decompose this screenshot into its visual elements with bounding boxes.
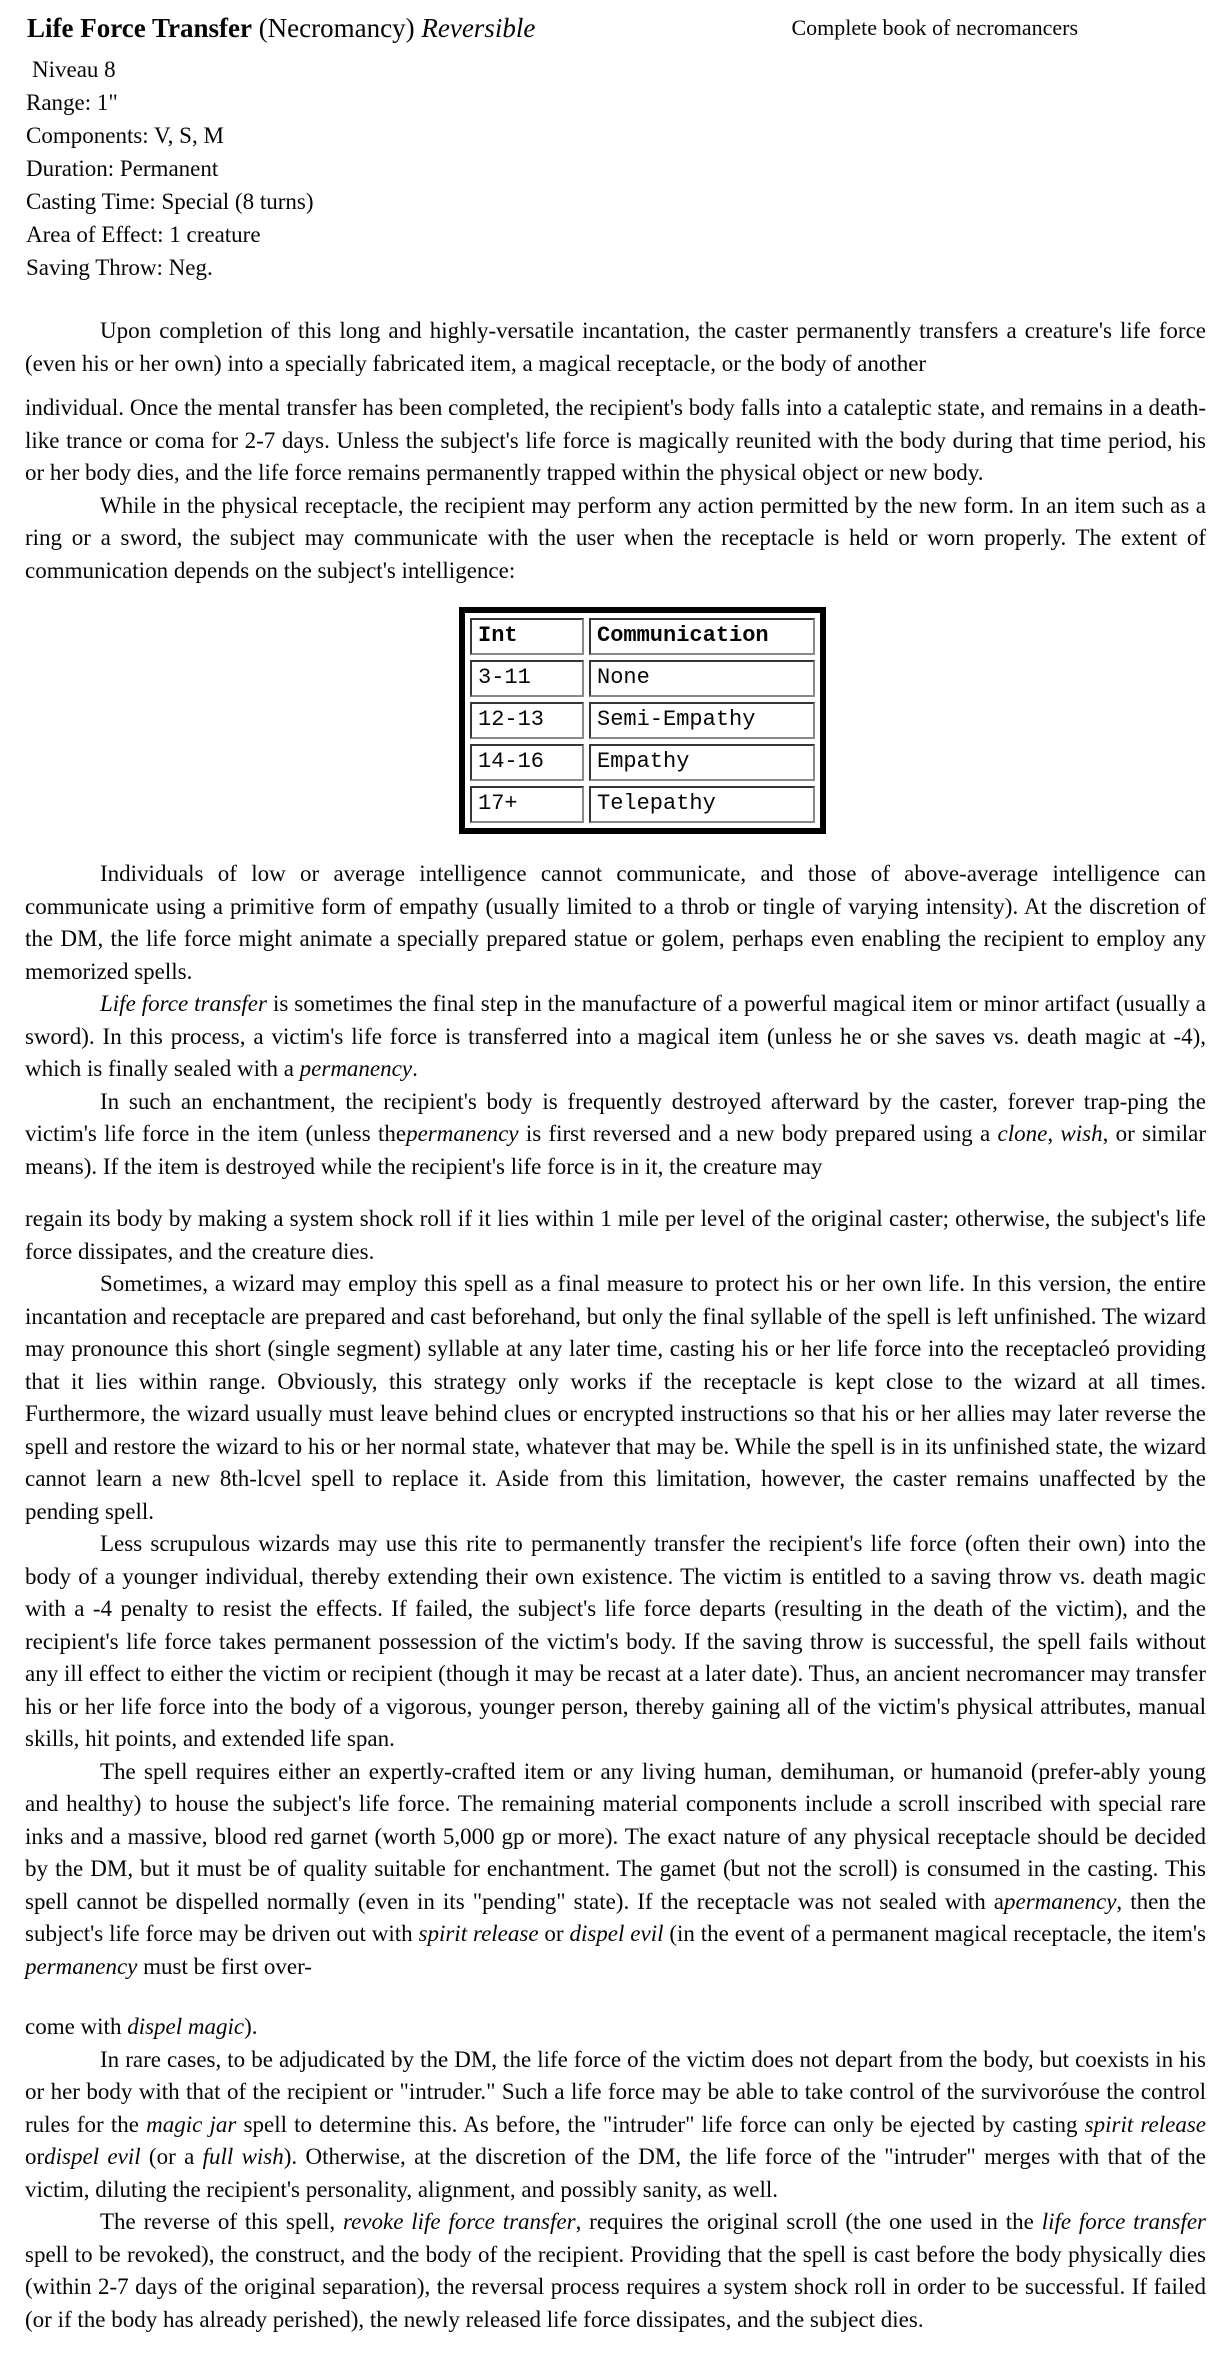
text-segment: permanency <box>406 1121 519 1146</box>
text-segment: or <box>25 2144 45 2169</box>
text-segment: , <box>1047 1121 1061 1146</box>
stat-line: Duration: Permanent <box>26 156 219 181</box>
paragraph <box>25 490 1206 588</box>
text-segment: While in the physical receptacle, the recipient may perform any action permitted by the new form. In an item such as a ring or a sword, the subject may communicate with the user when the receptacle is held or worn properly. The extent of communication depends on the subject's intelligence: <box>25 492 1206 583</box>
text-segment: Individuals of low or average intelligence cannot communicate, and those of above-average intelligence can communicate using a primitive form of empathy (usually limited to a throb or tingle of varying intensity). At the discretion of the DM, the life force might animate a specially prepared statue or golem, perhaps even enabling the recipient to employ any memorized spells. <box>25 861 1206 984</box>
text-segment: permanency <box>299 1056 413 1081</box>
table-row <box>470 660 815 697</box>
text-segment: spell to be revoked), the construct, and the body of the recipient. Providing that the spell is cast before the body physically dies (within 2-7 days of the original separation), the reversal process requires a system shock roll in order to be successful. If failed (or if the body has already perished), the newly released life force dissipates, and the subject dies. <box>25 2241 1206 2332</box>
table-header-cell: Int <box>470 618 584 655</box>
text-segment: The spell requires either an expertly-crafted item or any living human, demihuman, or humanoid (prefer-ably young and healthy) to house the subject's life force. The remaining material components include a scroll inscribed with special rare inks and a massive, blood red garnet (worth 5,000 gp or more). The exact nature of any physical receptacle should be decided by the DM, but it must be of quality suitable for enchantment. The gamet (but not the scroll) is consumed in the casting. This spell cannot be dispelled normally (even in its "pending" state). If the receptacle was not sealed with a <box>25 1758 1206 1914</box>
text-segment: dispel evil <box>44 2144 141 2169</box>
text-segment: is sometimes the final step in the manufacture of a powerful magical item or minor artifact (usually a sword). In this process, a victim's life force is transferred into a magical item (unless he or she saves vs. death magic at -4), which is finally sealed with a <box>25 991 1207 1081</box>
table-cell: Empathy <box>589 744 815 781</box>
spell-title <box>25 12 535 44</box>
table-cell: 3-11 <box>470 660 584 697</box>
table-row <box>470 786 815 823</box>
text-segment: come with <box>25 2014 128 2039</box>
table-cell: 17+ <box>470 786 584 823</box>
paragraph <box>25 1086 1206 1184</box>
text-segment: is first reversed and a new body prepared using a <box>518 1121 998 1146</box>
text-segment: life force transfer <box>1041 2209 1207 2234</box>
text-segment: dispel magic <box>127 2014 245 2039</box>
stat-line: Saving Throw: Neg. <box>26 255 213 280</box>
table-cell: 12-13 <box>470 702 584 739</box>
text-segment: regain its body by making a system shock roll if it lies within 1 mile per level of the original caster; otherwise, the subject's life force dissipates, and the creature dies. <box>25 1206 1206 1264</box>
spell-stats <box>25 53 1206 284</box>
table-header-row <box>470 618 815 655</box>
text-segment: (Necromancy) <box>251 13 422 43</box>
table-cell: 14-16 <box>470 744 584 781</box>
text-segment: magic jar <box>146 2111 237 2137</box>
paragraph <box>25 988 1206 1086</box>
table-cell: Semi-Empathy <box>589 702 815 739</box>
paragraph <box>25 1756 1206 1984</box>
spell-body <box>25 315 1206 2336</box>
text-segment: Reversible <box>421 13 536 43</box>
text-segment: Life Force Transfer <box>27 13 252 43</box>
stat-line: Casting Time: Special (8 turns) <box>26 189 314 214</box>
text-segment: spirit release <box>1084 2111 1206 2137</box>
text-segment: (or a <box>140 2144 203 2169</box>
source-title: Complete book of necromancers <box>791 15 1078 40</box>
paragraph <box>25 2206 1206 2336</box>
text-segment: Upon completion of this long and highly-versatile incantation, the caster permanently transfers a creature's life force (even his or her own) into a specially fabricated item, a magical receptacle, or the body of another <box>25 318 1206 376</box>
paragraph <box>25 2044 1206 2207</box>
table-cell: Telepathy <box>589 786 815 823</box>
text-segment: , requires the original scroll (the one used in the <box>575 2209 1042 2234</box>
text-segment: Sometimes, a wizard may employ this spell as a final measure to protect his or her own life. In this version, the entire incantation and receptacle are prepared and cast beforehand, but only the final syllable of the spell is left unfinished. The wizard may pronounce this short (single segment) syllable at any later time, casting his or her life force into the receptacleó providing that it lies within range. Obviously, this strategy only works if the receptacle is kept close to the wizard at all times. Furthermore, the wizard usually must leave behind clues or encrypted instructions so that his or her allies may later reverse the spell and restore the wizard to his or her normal state, whatever that may be. While the spell is in its unfinished state, the wizard cannot learn a new 8th-lcvel spell to replace it. Aside from this limitation, however, the caster remains unaffected by the pending spell. <box>25 1271 1206 1524</box>
text-segment: revoke life force transfer <box>342 2209 576 2234</box>
paragraph <box>25 315 1206 380</box>
text-segment: Life force transfer <box>100 991 267 1016</box>
text-segment: spell to determine this. As before, the "intruder" life force can only be ejected by casting <box>236 2111 1085 2137</box>
stat-line: Components: V, S, M <box>26 123 224 148</box>
stat-line: Niveau 8 <box>32 57 116 82</box>
paragraph <box>25 858 1206 988</box>
text-segment: or <box>538 1921 570 1946</box>
table-row <box>470 702 815 739</box>
paragraph <box>25 1268 1206 1528</box>
text-segment: individual. Once the mental transfer has been completed, the recipient's body falls into a cataleptic state, and remains in a death-like trance or coma for 2-7 days. Unless the subject's life force is magically reunited with the body during that time period, his or her body dies, and the life force remains permanently trapped within the physical object or new body. <box>25 395 1206 485</box>
text-segment: dispel evil <box>569 1921 664 1946</box>
text-segment: clone <box>997 1121 1048 1146</box>
text-segment: , then the subject's life force may be driven out with <box>25 1888 1206 1946</box>
text-segment: ). Otherwise, at the discretion of the DM, the life force of the "intruder" merges with that of the victim, diluting the recipient's personality, alignment, and possibly sanity, as well. <box>25 2144 1206 2202</box>
text-segment: ). <box>244 2014 258 2039</box>
text-segment: permanency <box>1004 1888 1117 1914</box>
text-segment: The reverse of this spell, <box>100 2209 343 2234</box>
body-before-table <box>25 315 1206 587</box>
table-cell: None <box>589 660 815 697</box>
paragraph <box>25 392 1206 490</box>
text-segment: permanency <box>25 1953 138 1979</box>
text-segment: In rare cases, to be adjudicated by the DM, the life force of the victim does not depart from the body, but coexists in his or her body with that of the recipient or "intruder." Such a life force may be able to take control of the survivoróuse the control rules for the <box>25 2046 1206 2137</box>
text-segment: full wish <box>202 2144 284 2169</box>
text-segment: , or similar means). If the item is destroyed while the recipient's life force is in it, the creature may <box>25 1121 1207 1179</box>
text-segment: In such an enchantment, the recipient's body is frequently destroyed afterward by the caster, forever trap-ping the victim's life force in the item (unless the <box>25 1088 1206 1146</box>
paragraph <box>25 1528 1206 1756</box>
text-segment: wish <box>1060 1121 1103 1146</box>
table-head <box>470 618 815 655</box>
text-segment: (in the event of a permanent magical receptacle, the item's <box>663 1921 1206 1946</box>
table-body <box>470 660 815 823</box>
text-segment: spirit release <box>418 1921 539 1946</box>
text-segment: Less scrupulous wizards may use this rite to permanently transfer the recipient's life force (often their own) into the body of a younger individual, thereby extending their own existence. The victim is entitled to a saving throw vs. death magic with a -4 penalty to resist the effects. If failed, the subject's life force departs (resulting in the death of the victim), and the recipient's life force takes permanent possession of the victim's body. If the saving throw is successful, the spell fails without any ill effect to either the victim or recipient (though it may be recast at a later date). Thus, an ancient necromancer may transfer his or her life force into the body of a vigorous, younger person, thereby gaining all of the victim's physical attributes, manual skills, hit points, and extended life span. <box>25 1531 1206 1751</box>
intelligence-table <box>459 607 826 834</box>
body-after-table <box>25 858 1206 2336</box>
paragraph <box>25 1203 1206 1268</box>
text-segment: must be first over- <box>137 1953 312 1979</box>
spell-header <box>25 12 1206 44</box>
table-header-cell: Communication <box>589 618 815 655</box>
paragraph <box>25 2011 1206 2044</box>
stat-line: Range: 1" <box>26 90 118 115</box>
stat-line: Area of Effect: 1 creature <box>26 222 261 247</box>
text-segment: . <box>412 1056 418 1081</box>
table-row <box>470 744 815 781</box>
table-wrapper <box>25 607 1206 834</box>
